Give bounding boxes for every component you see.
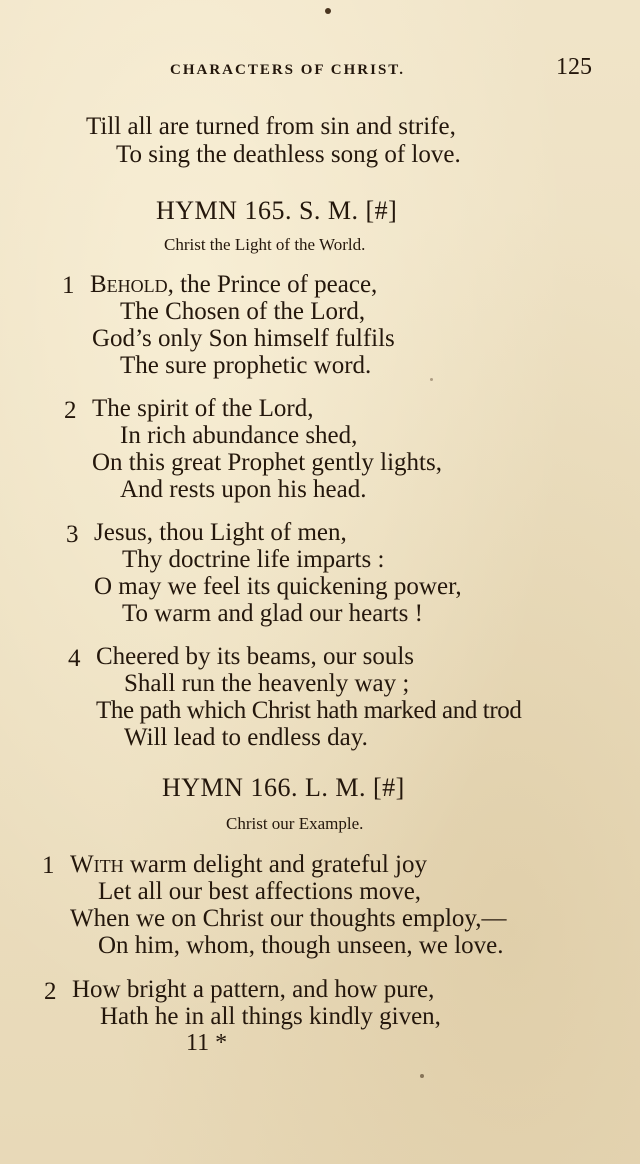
- hymn-line: The sure prophetic word.: [120, 352, 372, 379]
- hymn-line: To warm and glad our hearts !: [122, 600, 423, 627]
- hymn-line: Cheered by its beams, our souls: [96, 643, 415, 670]
- hymn-line: In rich abundance shed,: [120, 422, 358, 449]
- running-header: CHARACTERS OF CHRIST.: [170, 62, 405, 78]
- stanza-number: 1: [42, 852, 55, 879]
- page-number: 125: [556, 54, 592, 80]
- hymn-line: The spirit of the Lord,: [92, 395, 314, 422]
- hymn-165-subtitle: Christ the Light of the World.: [164, 235, 366, 254]
- hymn-line: How bright a pattern, and how pure,: [72, 976, 435, 1003]
- hymn-line: [90, 272, 377, 297]
- hymn-line: Thy doctrine life imparts :: [122, 546, 385, 573]
- stanza-number: 1: [62, 272, 75, 299]
- first-word: With: [70, 851, 124, 878]
- hymn-line: And rests upon his head.: [120, 476, 367, 503]
- hymn-line: On him, whom, though unseen, we love.: [98, 932, 504, 959]
- hymn-165-title: HYMN 165. S. M. [#]: [156, 196, 398, 225]
- hymn-166-title: HYMN 166. L. M. [#]: [162, 773, 405, 802]
- first-word: Behold,: [90, 271, 174, 298]
- stanza-number: 2: [44, 978, 57, 1005]
- hymn-line: Let all our best affections move,: [98, 878, 422, 905]
- hymn-166-subtitle: Christ our Example.: [226, 814, 364, 833]
- paper-speck: [420, 1074, 424, 1078]
- continuation-line: Till all are turned from sin and strife,: [86, 113, 456, 140]
- line-rest: warm delight and grateful joy: [123, 851, 427, 878]
- hymn-line: O may we feel its quickening power,: [94, 573, 462, 600]
- hymn-line: Jesus, thou Light of men,: [94, 519, 347, 546]
- hymn-line: Will lead to endless day.: [124, 724, 368, 751]
- line-rest: the Prince of peace,: [173, 271, 378, 298]
- hymn-line: Hath he in all things kindly given,: [100, 1003, 441, 1030]
- hymn-line: The path which Christ hath marked and trod: [96, 697, 522, 724]
- continuation-line: To sing the deathless song of love.: [116, 141, 461, 168]
- hymn-line: [70, 852, 427, 877]
- hymn-line: The Chosen of the Lord,: [120, 298, 366, 325]
- stanza-number: 4: [68, 645, 81, 672]
- paper-speck: [325, 8, 331, 14]
- paper-speck: [430, 378, 433, 381]
- stanza-number: 2: [64, 397, 77, 424]
- hymn-line: When we on Christ our thoughts employ,—: [70, 905, 507, 932]
- hymn-line: Shall run the heavenly way ;: [124, 670, 410, 697]
- signature-mark: 11 *: [186, 1030, 228, 1056]
- stanza-number: 3: [66, 521, 79, 548]
- hymn-line: God’s only Son himself fulfils: [92, 325, 395, 352]
- hymn-line: On this great Prophet gently lights,: [92, 449, 442, 476]
